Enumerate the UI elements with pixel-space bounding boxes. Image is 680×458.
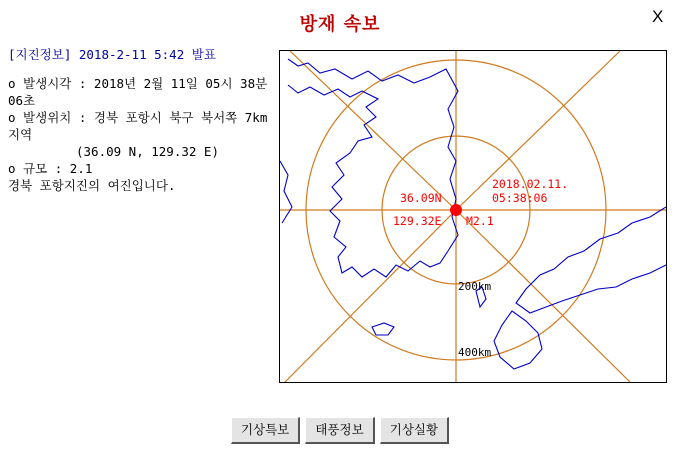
info-heading: [지진정보] 2018-2-11 5:42 발표 xyxy=(8,47,216,62)
ring-400-label: 400km xyxy=(458,346,492,359)
earthquake-info xyxy=(8,46,276,194)
label-time: 05:38:06 xyxy=(492,191,548,205)
label-mag: M2.1 xyxy=(466,214,494,228)
jeju-coastline xyxy=(372,323,394,335)
label-date: 2018.02.11. xyxy=(492,177,569,191)
epicenter-marker xyxy=(450,204,462,216)
info-note: 경북 포항지진의 여진입니다. xyxy=(8,178,176,193)
label-lat: 36.09N xyxy=(400,191,442,205)
bottom-buttons xyxy=(0,417,680,444)
korea-coastline xyxy=(288,59,458,277)
map-svg xyxy=(280,51,666,382)
coordinates: (36.09 N, 129.32 E) xyxy=(76,144,219,159)
japan-coastline xyxy=(516,207,666,313)
occurrence-time: o 발생시각 : 2018년 2월 11일 05시 38분 06초 xyxy=(8,76,268,108)
kyushu-coastline xyxy=(494,311,542,369)
occurrence-location: o 발생위치 : 경북 포항시 북구 북서쪽 7km 지역 xyxy=(8,110,268,142)
weather-warning-button[interactable]: 기상특보 xyxy=(231,417,300,444)
china-coastline xyxy=(280,161,292,223)
close-button[interactable]: X xyxy=(652,7,664,26)
label-lon: 129.32E xyxy=(393,214,442,228)
ring-200-label: 200km xyxy=(458,280,492,293)
diag-sw xyxy=(285,210,456,382)
magnitude: o 규모 : 2.1 xyxy=(8,161,93,176)
typhoon-info-button[interactable]: 태풍정보 xyxy=(305,417,374,444)
page-title: 방재 속보 xyxy=(299,14,381,35)
epicenter-map xyxy=(279,50,667,383)
weather-observation-button[interactable]: 기상실황 xyxy=(380,417,449,444)
